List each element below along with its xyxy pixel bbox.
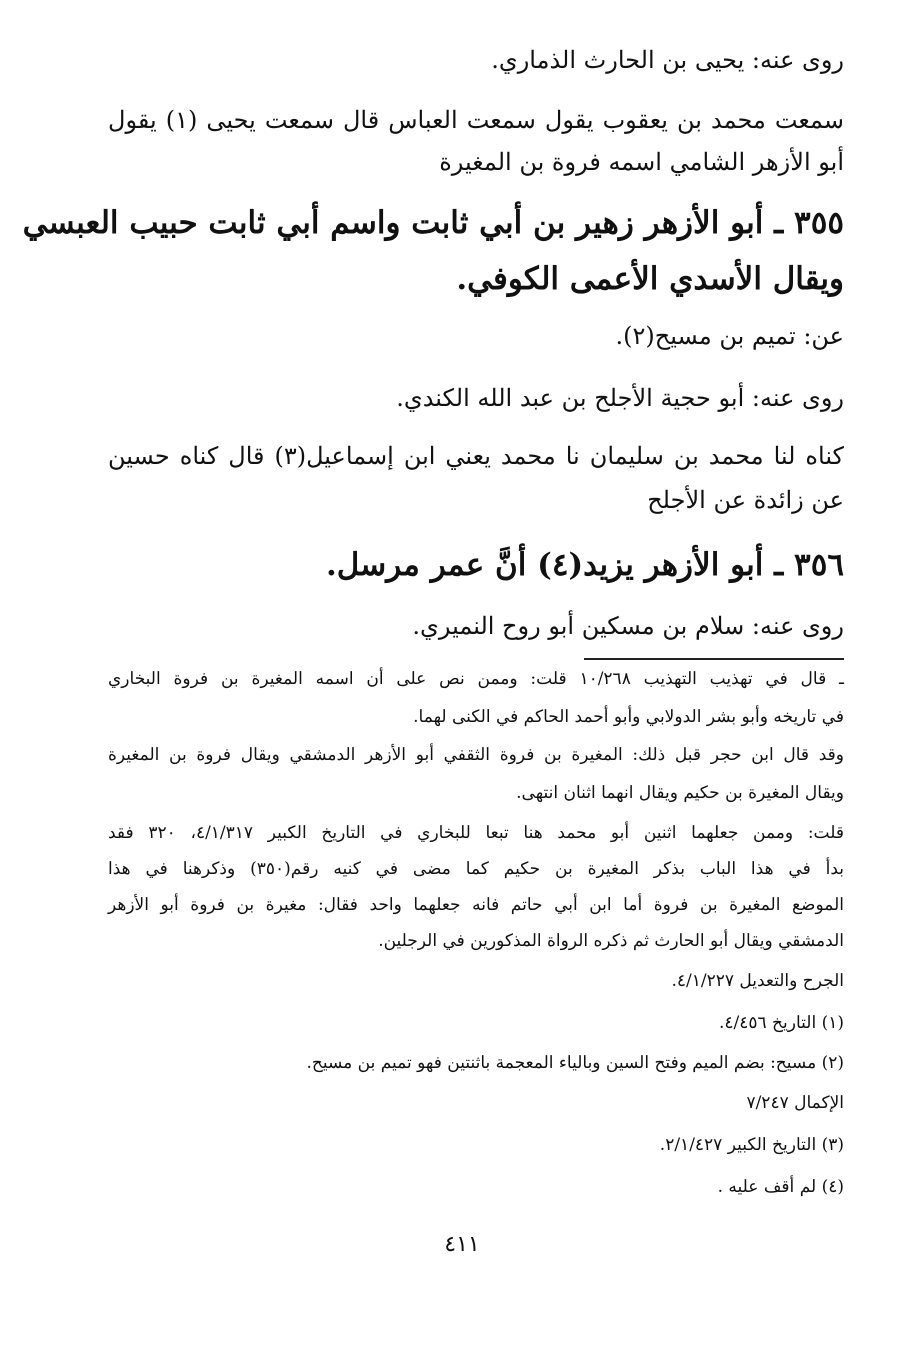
footnote-line: في تاريخه وأبو بشر الدولابي وأبو أحمد الحاكم في الكنى لهما. <box>413 707 844 727</box>
footnote-divider <box>584 658 844 660</box>
footnote-line: (٣) التاريخ الكبير ٢/١/٤٢٧. <box>659 1135 844 1155</box>
text-line: أبو الأزهر الشامي اسمه فروة بن المغيرة <box>439 148 844 176</box>
footnote-line: ويقال المغيرة بن حكيم ويقال انهما اثنان انتهى. <box>516 783 844 803</box>
entry-heading: ويقال الأسدي الأعمى الكوفي. <box>456 261 844 297</box>
text-line: روى عنه: أبو حجية الأجلح بن عبد الله الكندي. <box>396 384 844 412</box>
footnote-line: وقد قال ابن حجر قبل ذلك: المغيرة بن فروة الثقفي أبو الأزهر الدمشقي ويقال فروة بن المغيرة <box>108 745 844 765</box>
text-line: روى عنه: يحيى بن الحارث الذماري. <box>491 46 844 74</box>
footnote-line: بدأ في هذا الباب بذكر المغيرة بن حكيم كما مضى في كنيه رقم(٣٥٠) وذكرهنا في هذا <box>108 859 844 879</box>
entry-heading: ٣٥٥ ـ أبو الأزهر زهير بن أبي ثابت واسم أبي ثابت حبيب العبسي <box>22 205 844 241</box>
entry-heading: ٣٥٦ ـ أبو الأزهر يزيد(٤) أنَّ عمر مرسل. <box>325 547 844 583</box>
footnote-line: قلت: وممن جعلهما اثنين أبو محمد هنا تبعا للبخاري في التاريخ الكبير ٤/١/٣١٧، ٣٢٠ فقد <box>108 823 844 843</box>
page-number: ٤١١ <box>444 1232 480 1257</box>
text-line: روى عنه: سلام بن مسكين أبو روح النميري. <box>412 612 844 640</box>
footnote-line: (٤) لم أقف عليه . <box>717 1177 844 1197</box>
text-line: عن: تميم بن مسيح(٢). <box>615 322 844 350</box>
text-line: عن زائدة عن الأجلح <box>647 486 844 514</box>
footnote-line: الدمشقي ويقال أبو الحارث ثم ذكره الرواة المذكورين في الرجلين. <box>378 931 844 951</box>
footnote-line: الجرح والتعديل ٤/١/٢٢٧. <box>671 971 844 991</box>
footnote-line: (١) التاريخ ٤/٤٥٦. <box>718 1013 844 1033</box>
text-line: سمعت محمد بن يعقوب يقول سمعت العباس قال سمعت يحيى (١) يقول <box>108 106 844 134</box>
text-line: كناه لنا محمد بن سليمان نا محمد يعني ابن إسماعيل(٣) قال كناه حسين <box>108 442 844 470</box>
footnote-line: (٢) مسيح: بضم الميم وفتح السين وبالياء المعجمة باثنتين فهو تميم بن مسيح. <box>306 1053 844 1073</box>
footnote-line: الإكمال ٧/٢٤٧ <box>746 1093 844 1113</box>
footnote-line: الموضع المغيرة بن فروة أما ابن أبي حاتم فانه جعلهما واحد فقال: مغيرة بن فروة أبو الأزهر <box>108 895 844 915</box>
footnote-line: ـ قال في تهذيب التهذيب ١٠/٢٦٨ قلت: وممن نص على أن اسمه المغيرة بن فروة البخاري <box>108 669 844 689</box>
